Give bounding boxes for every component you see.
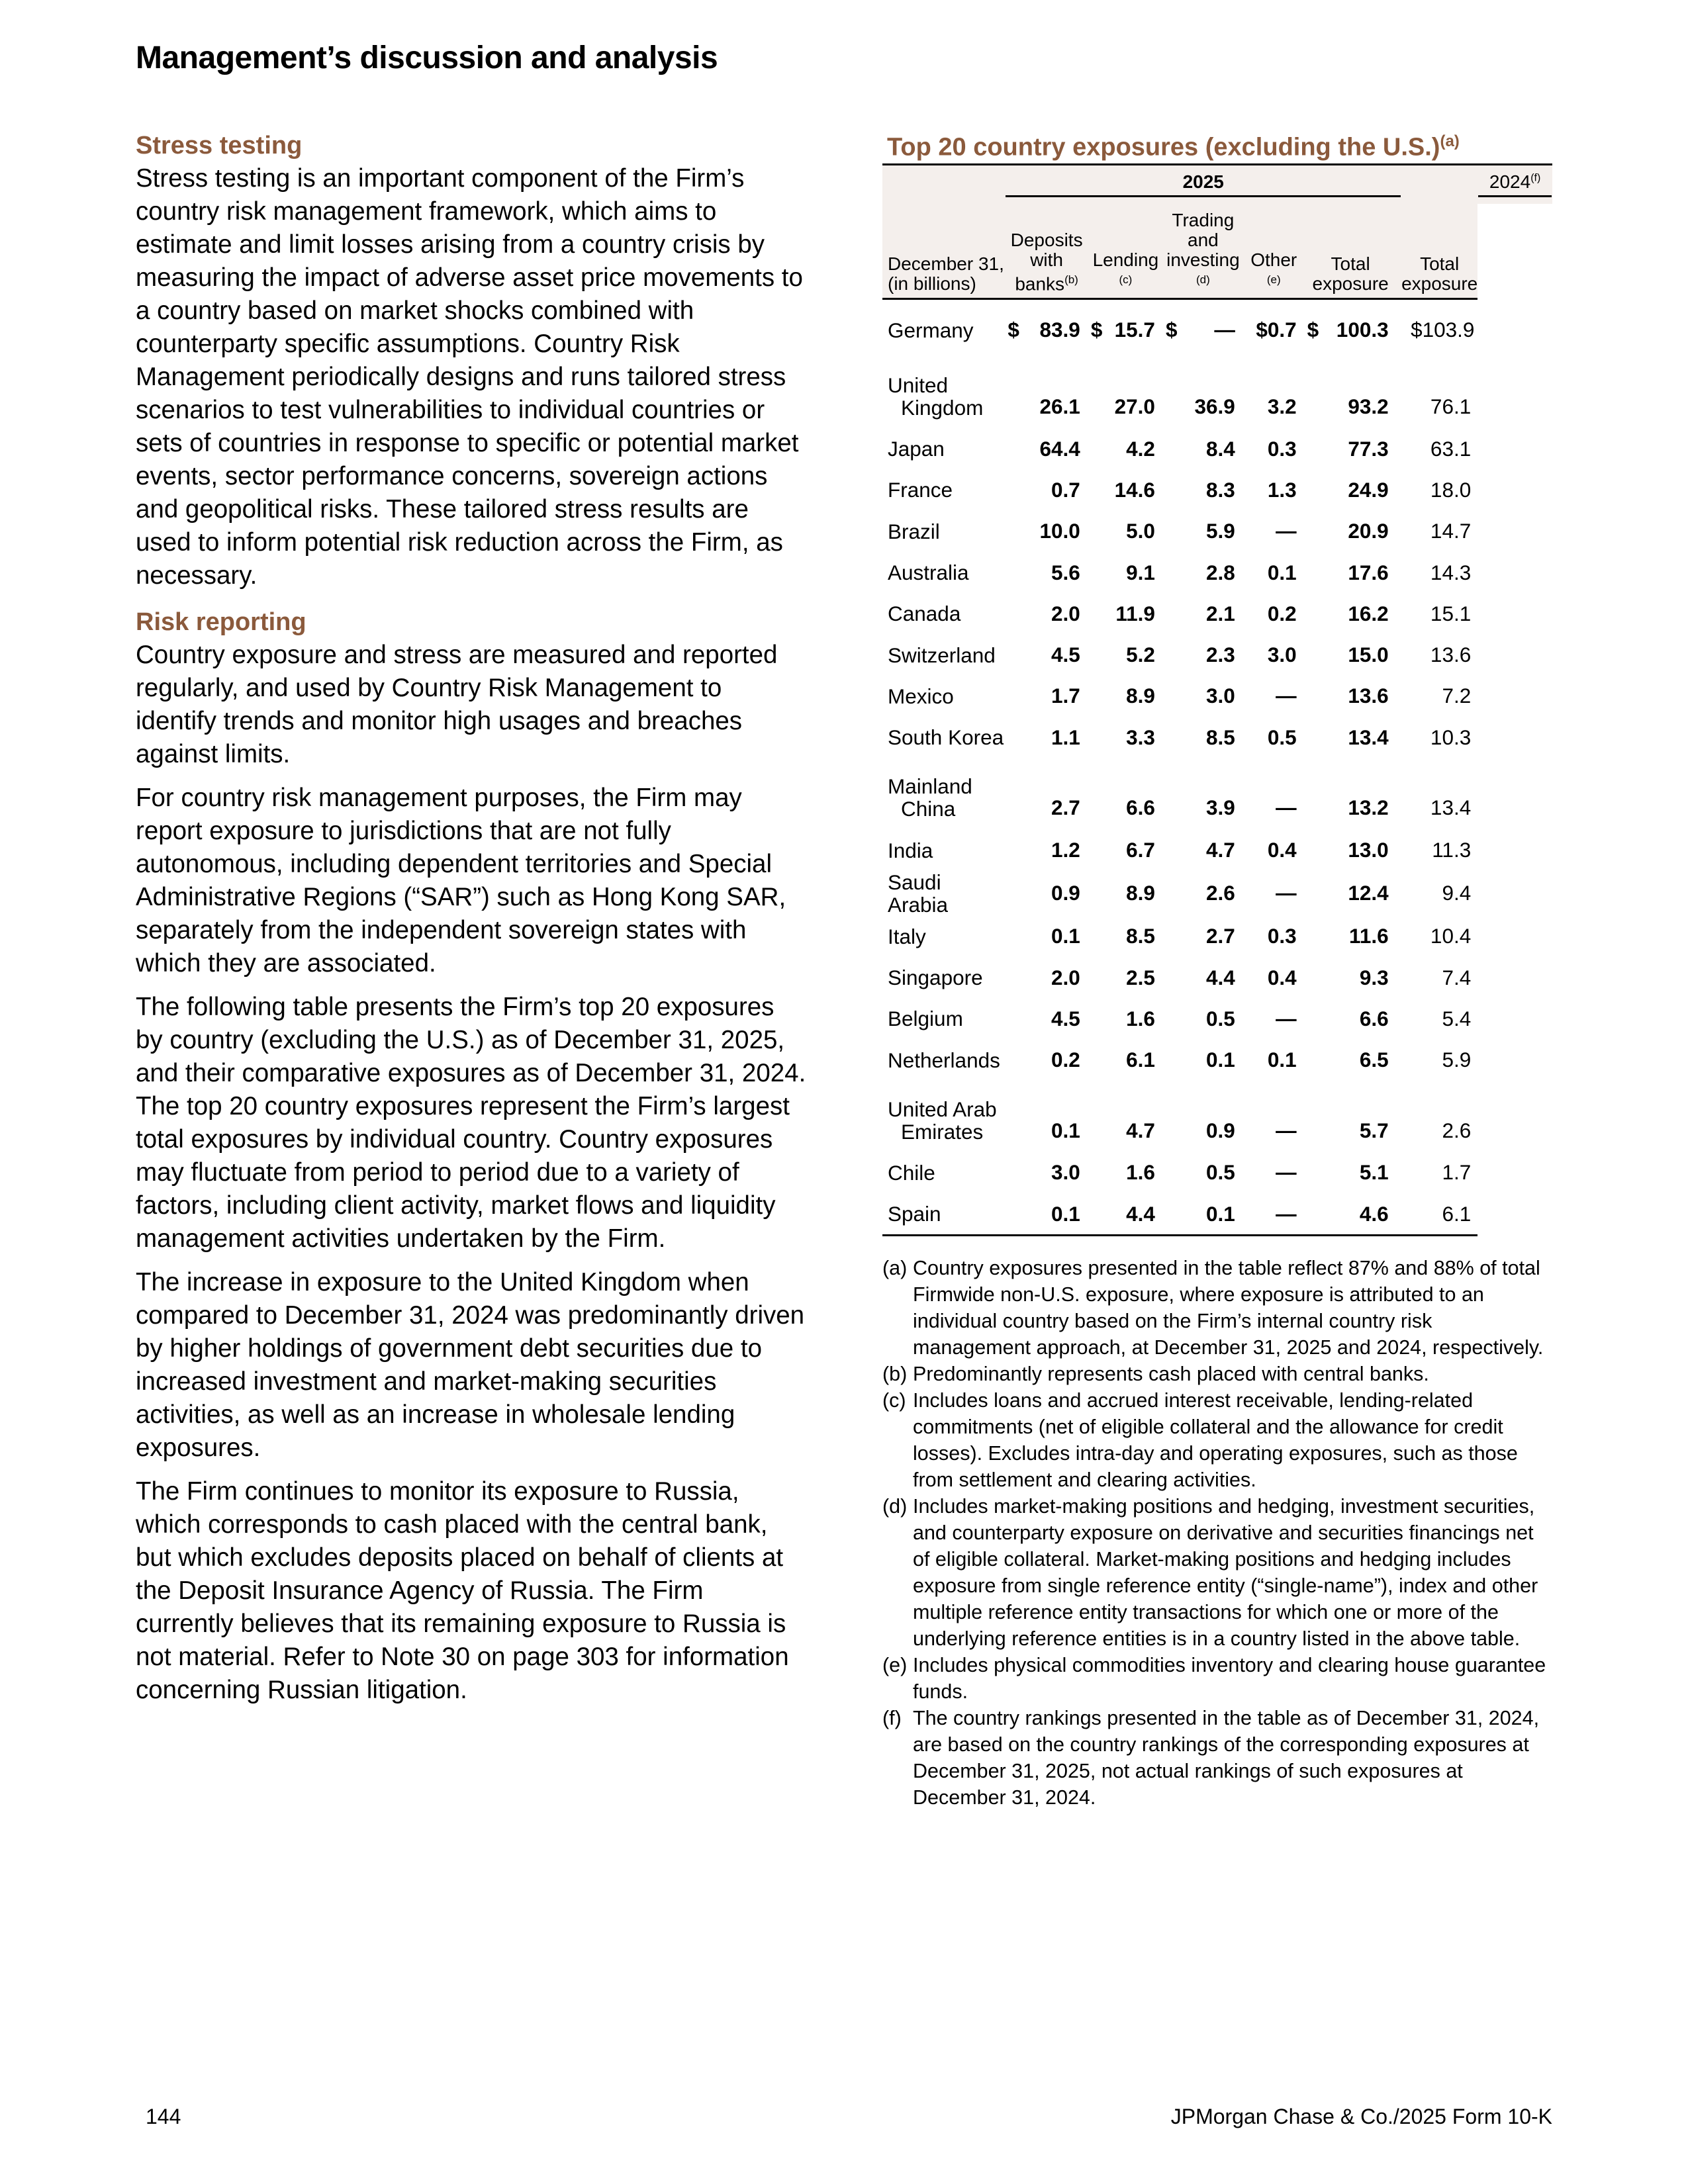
country-cell: Brazil — [888, 519, 940, 543]
other-cell: — — [1243, 1193, 1305, 1236]
other-cell: — — [1276, 519, 1297, 543]
table-row — [882, 1152, 1552, 1193]
total-2024-cell: 13.6 — [1430, 643, 1472, 667]
table-row — [882, 829, 1552, 870]
trading-cell: 2.3 — [1206, 643, 1235, 667]
table-row — [882, 428, 1552, 469]
other-cell: $0.7 — [1256, 318, 1297, 342]
other-cell: 0.5 — [1267, 725, 1297, 749]
total-cell: 13.4 — [1348, 725, 1389, 749]
deposits-cell: 0.2 — [1051, 1048, 1080, 1072]
page-number: 144 — [146, 2105, 181, 2128]
country-cell: Mexico — [888, 684, 954, 708]
lending-cell: 6.1 — [1126, 1048, 1155, 1072]
trading-cell: 5.9 — [1206, 519, 1235, 543]
trading-cell: 8.5 — [1206, 725, 1235, 749]
total-cell: 4.6 — [1305, 1193, 1397, 1236]
paragraph: The following table presents the Firm’s top 20 exposures by country (excluding the U.S.) as of December 31, 2025, and their comparative exposures as of December 31, 2024. The top 20 country exposures represent the Firm’s largest total exposures by individual country. Country exposures may fluctuate from period to period due to a variety of factors, including client activity, market flows and liquidity management activities undertaken by the Firm. — [136, 993, 806, 1253]
other-cell: 0.2 — [1267, 601, 1297, 625]
risk-reporting-heading: Risk reporting — [136, 608, 306, 636]
column-header-row — [882, 204, 1552, 299]
country-cell: Chile — [888, 1160, 935, 1185]
deposits-cell: 4.5 — [1051, 1006, 1080, 1030]
deposits-cell: 3.0 — [1051, 1160, 1080, 1185]
left-column — [136, 129, 808, 1717]
table-row — [882, 1040, 1552, 1081]
country-exposure-table — [882, 163, 1552, 1237]
other-cell: 1.3 — [1267, 477, 1297, 502]
lending-cell: 6.7 — [1126, 838, 1155, 862]
footnote — [882, 1705, 1552, 1811]
trading-cell: 4.7 — [1206, 838, 1235, 862]
total-2024-cell: 9.4 — [1442, 881, 1472, 905]
total-cell: 20.9 — [1348, 519, 1389, 543]
trading-cell: 0.1 — [1163, 1193, 1243, 1236]
country-cell: Mainland China — [888, 774, 972, 821]
publication-footer: JPMorgan Chase & Co./2025 Form 10-K — [1170, 2105, 1552, 2128]
deposits-cell: 64.4 — [1039, 436, 1080, 461]
column-header-deposits: Deposits with banks$^{(b)}$ — [1005, 204, 1088, 299]
table-row — [882, 552, 1552, 593]
year-header-row — [882, 164, 1552, 204]
lending-cell: 9.1 — [1126, 560, 1155, 584]
table-row — [882, 717, 1552, 758]
country-cell: United Arab Emirates — [888, 1097, 997, 1144]
lending-cell: 4.4 — [1088, 1193, 1163, 1236]
other-cell: — — [1276, 1006, 1297, 1030]
table-row — [882, 676, 1552, 717]
footnote-key: (a) — [882, 1257, 908, 1280]
total-2024-cell: 7.4 — [1442, 965, 1472, 989]
deposits-cell: 0.1 — [1051, 924, 1080, 948]
total-cell: 9.3 — [1359, 965, 1389, 989]
other-cell: 0.1 — [1267, 1048, 1297, 1072]
trading-cell: 3.0 — [1206, 684, 1235, 708]
other-cell: — — [1276, 881, 1297, 905]
country-cell: Italy — [888, 924, 926, 948]
deposits-cell: 0.7 — [1051, 477, 1080, 502]
table-title-note: (a) — [1440, 132, 1460, 150]
lending-cell: 8.9 — [1126, 881, 1155, 905]
lending-cell: $ 15.7 — [1088, 298, 1163, 357]
paragraph: The increase in exposure to the United Kingdom when compared to December 31, 2024 was predominantly driven by higher holdings of government debt securities due to increased investment and market-making securities activities, as well as an increase in wholesale lending exposures. — [136, 1268, 805, 1462]
lending-cell: 1.6 — [1126, 1160, 1155, 1185]
total-2024-cell: 5.4 — [1442, 1006, 1472, 1030]
other-cell: 0.3 — [1267, 924, 1297, 948]
footnote-text: Includes loans and accrued interest receivable, lending-related commitments (net of eligible collateral and the allowance for credit losses). Excludes intra-day and operating exposures, such as those from settlement and clearing activities. — [913, 1389, 1518, 1492]
lending-cell: 11.9 — [1115, 601, 1155, 625]
total-2024-cell: 10.3 — [1430, 725, 1472, 749]
deposits-cell: 26.1 — [1039, 394, 1080, 418]
trading-cell: 3.9 — [1206, 796, 1235, 820]
deposits-cell: 2.0 — [1051, 965, 1080, 989]
column-header-total-2024: Total exposure — [1401, 204, 1477, 299]
country-cell: France — [888, 478, 953, 502]
total-cell: 93.2 — [1348, 394, 1389, 418]
trading-cell: 2.6 — [1206, 881, 1235, 905]
trading-cell: $ — — [1163, 298, 1243, 357]
lending-cell: 14.6 — [1114, 477, 1155, 502]
total-cell: 13.6 — [1348, 684, 1389, 708]
footnote-key: (d) — [882, 1495, 908, 1518]
footnote — [882, 1361, 1552, 1387]
trading-cell: 0.5 — [1206, 1006, 1235, 1030]
deposits-cell: 1.1 — [1051, 725, 1080, 749]
table-row — [882, 634, 1552, 675]
stress-testing-paragraph: Stress testing is an important component of the Firm’s country risk management framework, which aims to estimate and limit losses arising from a country crisis by measuring the impact of adverse asset price movements to a country based on market shocks combined with counterparty specific assumptions. Country Risk Management periodically designs and runs tailored stress scenarios to test vulnerabilities to individual countries or sets of countries in response to specific or potential market events, sector performance concerns, sovereign actions and geopolitical risks. These tailored stress results are used to inform potential risk reduction across the Firm, as necessary. — [136, 164, 803, 590]
total-2024-cell: 18.0 — [1430, 477, 1472, 502]
footnote — [882, 1387, 1552, 1493]
country-cell: Germany — [888, 318, 974, 342]
lending-cell: 3.3 — [1126, 725, 1155, 749]
footnote-text: The country rankings presented in the table as of December 31, 2024, are based on the country rankings of the corresponding exposures at December 31, 2025, not actual rankings of such exposures at December 31, 2024. — [913, 1707, 1540, 1809]
lending-cell: 4.2 — [1126, 436, 1155, 461]
lending-cell: 5.2 — [1126, 643, 1155, 667]
footnote — [882, 1255, 1552, 1361]
deposits-cell: 0.1 — [1005, 1193, 1088, 1236]
total-2024-cell: 76.1 — [1430, 394, 1472, 418]
deposits-cell: 2.7 — [1051, 796, 1080, 820]
other-cell: 3.0 — [1267, 643, 1297, 667]
total-cell: 15.0 — [1348, 643, 1389, 667]
table-row — [882, 511, 1552, 552]
table-row — [882, 916, 1552, 957]
trading-cell: 8.3 — [1206, 477, 1235, 502]
footnote-text: Includes market-making positions and hedging, investment securities, and counterparty exposure on derivative and securities financings net of eligible collateral. Market-making positions and hedging includes exposure from single reference entity (“single-name”), index and other multiple reference entity transactions for which one or more of the underlying reference entities is in a country listed in the above table. — [913, 1495, 1538, 1651]
trading-cell: 4.4 — [1206, 965, 1235, 989]
table-row — [882, 357, 1552, 428]
table-row — [882, 871, 1552, 916]
trading-cell: 0.9 — [1206, 1118, 1235, 1142]
table-row — [882, 298, 1552, 357]
total-2024-cell: 5.9 — [1442, 1048, 1472, 1072]
column-label-date: December 31, (in billions) — [882, 204, 1005, 299]
total-2024-cell: 1.7 — [1442, 1160, 1472, 1185]
dollar-sign: $ — [1411, 318, 1423, 342]
total-cell: 5.1 — [1359, 1160, 1389, 1185]
lending-cell: 1.6 — [1126, 1006, 1155, 1030]
trading-cell: 2.7 — [1206, 924, 1235, 948]
year-2024-header: 2024$^{(f)}$ — [1477, 164, 1552, 204]
deposits-cell: 2.0 — [1051, 601, 1080, 625]
footnote-key: (c) — [882, 1389, 906, 1412]
footnote-text: Predominantly represents cash placed with central banks. — [913, 1363, 1429, 1386]
trading-cell: 2.8 — [1206, 560, 1235, 584]
country-cell: Spain — [882, 1193, 1005, 1236]
footnote-key: (e) — [882, 1654, 908, 1677]
country-cell: Switzerland — [888, 643, 996, 667]
deposits-cell: 4.5 — [1051, 643, 1080, 667]
footnote — [882, 1493, 1552, 1652]
total-cell: 77.3 — [1348, 436, 1389, 461]
dollar-sign: $ — [1008, 318, 1019, 342]
trading-cell: 2.1 — [1206, 601, 1235, 625]
other-cell: 3.2 — [1267, 394, 1297, 418]
table-row — [882, 957, 1552, 998]
total-2024-cell: 2.6 — [1442, 1118, 1472, 1142]
total-cell: 12.4 — [1348, 881, 1389, 905]
table-row — [882, 469, 1552, 510]
trading-cell: 0.1 — [1206, 1048, 1235, 1072]
dollar-sign: $ — [1307, 318, 1319, 342]
trading-cell: 0.5 — [1206, 1160, 1235, 1185]
total-cell: $ 100.3 — [1305, 298, 1397, 357]
total-2024-cell: 7.2 — [1442, 684, 1472, 708]
table-row — [882, 998, 1552, 1039]
total-cell: 11.6 — [1349, 924, 1389, 948]
lending-cell: 6.6 — [1126, 796, 1155, 820]
table-title — [887, 126, 1552, 163]
trading-cell: 36.9 — [1194, 394, 1235, 418]
lending-cell: 2.5 — [1126, 965, 1155, 989]
footnote-key: (f) — [882, 1707, 902, 1730]
deposits-cell: 10.0 — [1039, 519, 1080, 543]
total-2024-cell: 6.1 — [1401, 1193, 1477, 1236]
stress-testing-heading: Stress testing — [136, 132, 303, 159]
country-cell: Saudi Arabia — [888, 870, 949, 917]
country-cell: United Kingdom — [888, 373, 984, 420]
table-row — [882, 1081, 1552, 1152]
deposits-cell: 0.1 — [1051, 1118, 1080, 1142]
other-cell: 0.3 — [1267, 436, 1297, 461]
country-cell: Belgium — [888, 1007, 963, 1031]
total-cell: 6.5 — [1359, 1048, 1389, 1072]
total-2024-cell: 63.1 — [1430, 436, 1472, 461]
total-cell: 24.9 — [1348, 477, 1389, 502]
total-cell: 13.0 — [1348, 838, 1389, 862]
other-cell: — — [1276, 796, 1297, 820]
column-header-lending: Lending $^{(c)}$ — [1088, 204, 1163, 299]
footnote-text: Country exposures presented in the table reflect 87% and 88% of total Firmwide non-U.S. exposure, where exposure is attributed to an individual country based on the Firm’s internal country risk management approach, at December 31, 2025 and 2024, respectively. — [913, 1257, 1544, 1359]
table-title-text: Top 20 country exposures (excluding the U.S.) — [887, 133, 1440, 161]
footnote-key: (b) — [882, 1363, 908, 1386]
lending-cell: 4.7 — [1126, 1118, 1155, 1142]
lending-cell: 5.0 — [1126, 519, 1155, 543]
right-column — [882, 126, 1552, 1811]
dollar-sign: $ — [1090, 318, 1103, 342]
country-cell: India — [888, 838, 933, 862]
total-2024-cell: 15.1 — [1430, 601, 1472, 625]
total-2024-cell: 14.3 — [1430, 560, 1472, 584]
lending-cell: 27.0 — [1114, 394, 1155, 418]
country-cell: Netherlands — [888, 1048, 1000, 1072]
table-row — [882, 758, 1552, 829]
table-row — [882, 1193, 1552, 1236]
deposits-cell: 1.2 — [1051, 838, 1080, 862]
deposits-cell: $ 83.9 — [1005, 298, 1088, 357]
country-cell: Australia — [888, 561, 969, 585]
total-2024-cell: 11.3 — [1432, 838, 1472, 862]
footnotes — [882, 1255, 1552, 1811]
column-header-other: Other $^{(e)}$ — [1243, 204, 1305, 299]
total-cell: 5.7 — [1359, 1118, 1389, 1142]
total-2024-cell: 10.4 — [1430, 924, 1472, 948]
total-cell: 16.2 — [1348, 601, 1389, 625]
table-body — [882, 298, 1552, 1235]
column-header-total: Total exposure — [1305, 204, 1397, 299]
country-cell: Japan — [888, 437, 945, 461]
other-cell: — — [1276, 1160, 1297, 1185]
paragraph: For country risk management purposes, the Firm may report exposure to jurisdictions that are not fully autonomous, including dependent territories and Special Administrative Regions (“SAR”) such as Hong Kong SAR, separately from the independent sovereign states with which they are associated. — [136, 784, 786, 978]
column-header-trading: Trading and investing $^{(d)}$ — [1163, 204, 1243, 299]
lending-cell: 8.5 — [1126, 924, 1155, 948]
year-2025-header: 2025 — [1005, 164, 1401, 204]
country-cell: South Korea — [888, 725, 1004, 750]
deposits-cell: 1.7 — [1051, 684, 1080, 708]
total-2024-cell: $ 103.9 — [1401, 298, 1477, 357]
total-cell: 17.6 — [1348, 560, 1389, 584]
paragraph: The Firm continues to monitor its exposure to Russia, which corresponds to cash placed with the central bank, but which excludes deposits placed on behalf of clients at the Deposit Insurance Agency of Russia. The Firm currently believes that its remaining exposure to Russia is not material. Refer to Note 30 on page 303 for information concerning Russian litigation. — [136, 1477, 789, 1704]
footnote-text: Includes physical commodities inventory and clearing house guarantee funds. — [913, 1654, 1546, 1704]
footnote — [882, 1652, 1552, 1705]
country-cell: Singapore — [888, 966, 983, 990]
dollar-sign: $ — [1165, 318, 1178, 342]
other-cell: — — [1276, 1118, 1297, 1142]
other-cell: — — [1276, 684, 1297, 708]
table-row — [882, 593, 1552, 634]
deposits-cell: 5.6 — [1051, 560, 1080, 584]
page-title: Management’s discussion and analysis — [136, 40, 718, 75]
total-2024-cell: 14.7 — [1430, 519, 1472, 543]
deposits-cell: 0.9 — [1051, 881, 1080, 905]
lending-cell: 8.9 — [1126, 684, 1155, 708]
trading-cell: 8.4 — [1206, 436, 1235, 461]
other-cell: 0.1 — [1267, 560, 1297, 584]
other-cell: 0.4 — [1267, 965, 1297, 989]
total-2024-cell: 13.4 — [1430, 796, 1472, 820]
paragraph: Country exposure and stress are measured and reported regularly, and used by Country Risk Management to identify trends and monitor high usages and breaches against limits. — [136, 641, 778, 768]
total-cell: 13.2 — [1348, 796, 1389, 820]
country-cell: Canada — [888, 602, 961, 626]
other-cell: 0.4 — [1267, 838, 1297, 862]
total-cell: 6.6 — [1359, 1006, 1389, 1030]
